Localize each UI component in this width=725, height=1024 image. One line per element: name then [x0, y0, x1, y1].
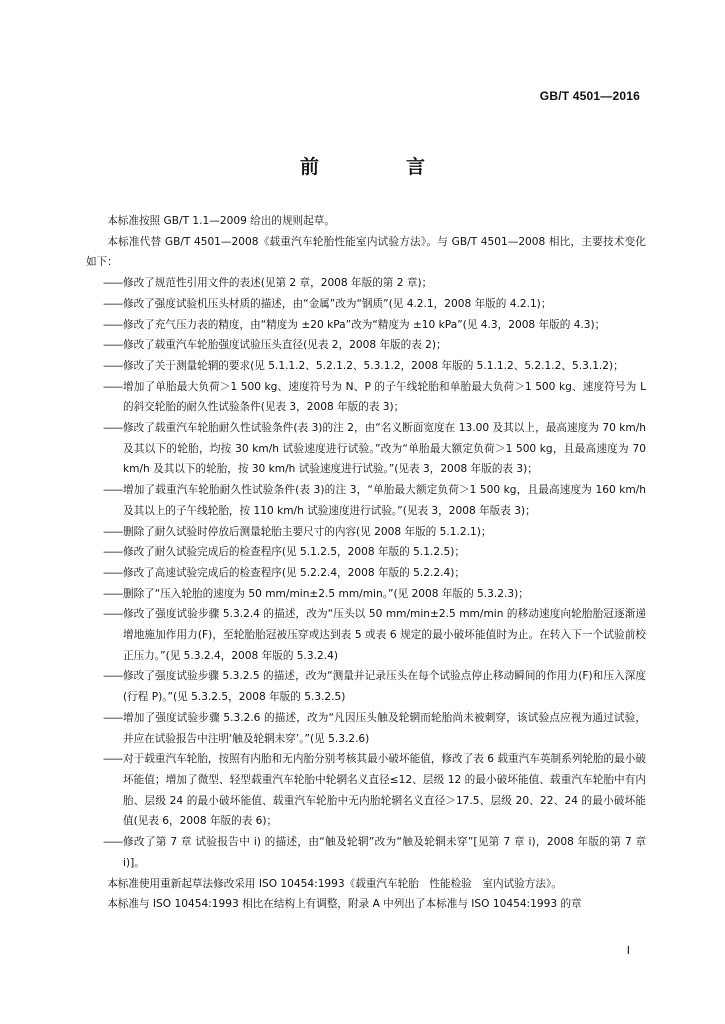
change-item: [86, 542, 646, 563]
intro-paragraph: 本标准按照 GB/T 1.1—2009 给出的规则起草。: [107, 215, 335, 227]
closing-paragraph: 本标准使用重新起草法修改采用 ISO 10454:1993《载重汽车轮胎 性能检验 室内试验方法》。: [107, 877, 562, 890]
change-item: [86, 749, 646, 832]
dash-marker: ——: [103, 608, 123, 621]
change-item: [86, 377, 646, 418]
change-item: [86, 604, 646, 666]
change-item: [86, 273, 646, 294]
foreword-body: [86, 211, 646, 915]
dash-marker: ——: [103, 297, 123, 310]
dash-marker: ——: [103, 587, 123, 600]
change-text: 修改了载重汽车轮胎耐久性试验条件(表 3)的注 2，由“名义断面宽度在 13.00 及其以上，最高速度为 70 km/h 及其以下的轮胎，均按 30 km/h 试验速度进行试验。”改为“单胎最大额定负荷＞1 500 kg，且最高速度为 70 km/h 及其以下的轮胎，按 30 km/h 试验速度进行试验。”(见表 3，2008 年版的表 3)；: [123, 422, 646, 476]
change-text: 删除了“压入轮胎的速度为 50 mm/min±2.5 mm/min。”(见 2008 年版的 5.3.2.3)；: [123, 587, 529, 600]
dash-marker: ——: [103, 566, 123, 579]
change-text: 修改了强度试验机压头材质的描述，由“金属”改为“钢质”(见 4.2.1，2008 年版的 4.2.1)；: [123, 297, 552, 310]
change-text: 修改了关于测量轮辋的要求(见 5.1.1.2、5.2.1.2、5.3.1.2，2008 年版的 5.1.1.2、5.2.1.2、5.3.1.2)；: [123, 359, 624, 372]
change-text: 删除了耐久试验时停放后测量轮胎主要尺寸的内容(见 2008 年版的 5.1.2.1)；: [123, 525, 492, 538]
standard-code: GB/T 4501—2016: [539, 89, 640, 103]
change-item: [86, 832, 646, 873]
change-item: [86, 418, 646, 480]
change-item: [86, 294, 646, 315]
dash-marker: ——: [103, 339, 123, 352]
change-item: [86, 666, 646, 707]
change-item: [86, 335, 646, 356]
dash-marker: ——: [103, 711, 123, 724]
change-text: 增加了单胎最大负荷＞1 500 kg、速度符号为 N、P 的子午线轮胎和单胎最大负荷＞1 500 kg、速度符号为 L 的斜交轮胎的耐久性试验条件(见表 3，2008 年版的表 3)；: [123, 380, 646, 414]
change-text: 修改了载重汽车轮胎强度试验压头直径(见表 2，2008 年版的表 2)；: [123, 339, 447, 352]
change-text: 对于载重汽车轮胎，按照有内胎和无内胎分别考核其最小破坏能值，修改了表 6 载重汽车英制系列轮胎的最小破坏能值；增加了微型、轻型载重汽车轮胎中轮辋名义直径≤12、层级 12 的最小破坏能值、载重汽车轮胎中有内胎、层级 24 的最小破坏能值、载重汽车轮胎中无内胎轮辋名义直径＞17.5、层级 20、22、24 的最小破坏能值(见表 6，2008 年版的表 6)；: [123, 753, 646, 828]
dash-marker: ——: [103, 380, 123, 393]
dash-marker: ——: [103, 525, 123, 538]
change-text: 修改了高速试验完成后的检查程序(见 5.2.2.4，2008 年版的 5.2.2.4)；: [123, 566, 465, 579]
change-item: [86, 480, 646, 521]
change-item: [86, 563, 646, 584]
change-item: [86, 356, 646, 377]
dash-marker: ——: [103, 753, 123, 766]
dash-marker: ——: [103, 546, 123, 559]
dash-marker: ——: [103, 277, 123, 290]
change-item: [86, 522, 646, 543]
dash-marker: ——: [103, 670, 123, 683]
dash-marker: ——: [103, 359, 123, 372]
page-number: I: [626, 944, 630, 957]
dash-marker: ——: [103, 422, 123, 435]
change-text: 增加了强度试验步骤 5.3.2.6 的描述，改为“凡因压头触及轮辋而轮胎尚未被刺穿，该试验点应视为通过试验，并应在试验报告中注明‘触及轮辋未穿’。”(见 5.3.2.6): [123, 711, 646, 745]
change-text: 修改了耐久试验完成后的检查程序(见 5.1.2.5，2008 年版的 5.1.2.5)；: [123, 546, 465, 559]
change-text: 修改了第 7 章 试验报告中 i) 的描述，由“触及轮辋”改为“触及轮辋未穿”[见第 7 章 i)，2008 年版的第 7 章 i)]。: [123, 836, 646, 869]
dash-marker: ——: [103, 318, 123, 331]
change-item: [86, 315, 646, 336]
change-item: [86, 708, 646, 749]
change-text: 修改了规范性引用文件的表述(见第 2 章，2008 年版的第 2 章)；: [123, 277, 433, 290]
closing-paragraph: 本标准与 ISO 10454:1993 相比在结构上有调整，附录 A 中列出了本标准与 ISO 10454:1993 的章: [107, 898, 582, 911]
change-text: 修改了强度试验步骤 5.3.2.5 的描述，改为“测量并记录压头在每个试验点停止移动瞬间的作用力(F)和压入深度(行程 P)。”(见 5.3.2.5，2008 年版的 5.3.2.5): [123, 670, 646, 704]
dash-marker: ——: [103, 836, 123, 849]
intro-paragraph: 本标准代替 GB/T 4501—2008《载重汽车轮胎性能室内试验方法》。与 GB/T 4501—2008 相比，主要技术变化如下：: [86, 235, 646, 269]
page-title: 前 言: [299, 156, 459, 178]
dash-marker: ——: [103, 484, 123, 497]
change-text: 修改了强度试验步骤 5.3.2.4 的描述，改为“压头以 50 mm/min±2.5 mm/min 的移动速度向轮胎胎冠逐渐递增地施加作用力(F)，至轮胎胎冠被压穿或达到表 5 或表 6 规定的最小破坏能值时为止。在转入下一个试验前校正压力。”(见 5.3.2.4，2008 年版的 5.3.2.4): [123, 608, 646, 662]
change-item: [86, 584, 646, 605]
change-text: 修改了充气压力表的精度，由“精度为 ±20 kPa”改为“精度为 ±10 kPa”(见 4.3，2008 年版的 4.3)；: [123, 318, 606, 331]
change-text: 增加了载重汽车轮胎耐久性试验条件(表 3)的注 3，“单胎最大额定负荷＞1 500 kg，且最高速度为 160 km/h 及其以上的子午线轮胎，按 110 km/h 试验速度进行试验。”(见表 3，2008 年版表 3)；: [123, 484, 646, 517]
